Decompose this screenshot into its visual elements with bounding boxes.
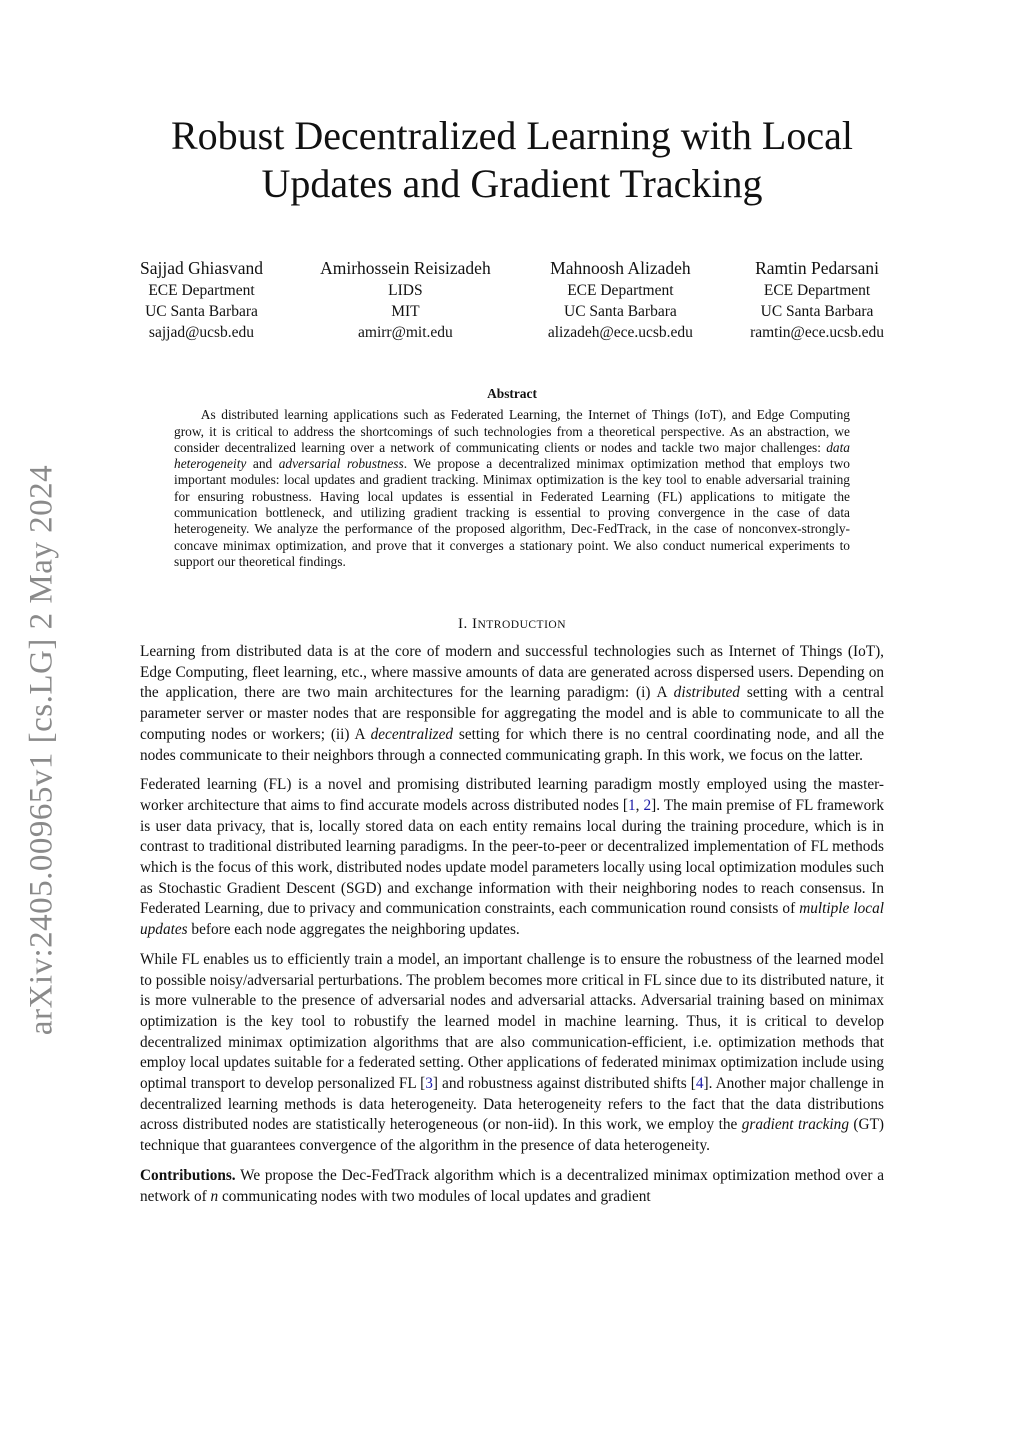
abstract	[174, 386, 850, 570]
abstract-emphasis: data heterogeneity	[174, 439, 850, 472]
abstract-text	[174, 407, 850, 570]
author-block	[750, 256, 884, 343]
author-affiliation: UC Santa Barbara	[145, 303, 258, 320]
text-run: (GT) technique that guarantees convergence of the algorithm in the presence of data heterogeneity.	[140, 1116, 885, 1155]
text-run: ]. Another major challenge in decentralized learning methods is data heterogeneity. Data heterogeneity refers to the fact that the data distributions across distributed nodes are statistically heterogeneous (or non-iid). In this work, we employ the	[140, 1075, 884, 1134]
author-email: amirr@mit.edu	[358, 324, 453, 341]
text-run: before each node aggregates the neighboring updates.	[187, 921, 520, 939]
text-run: ] and robustness against distributed shifts [	[432, 1075, 696, 1093]
author-department: ECE Department	[763, 282, 871, 299]
emphasis: distributed	[673, 684, 740, 702]
author-name: Sajjad Ghiasvand	[140, 258, 263, 278]
section-title-initial: I	[471, 616, 478, 632]
text-run: We propose the Dec-FedTrack algorithm which is a decentralized minimax optimization method over a network of	[140, 1166, 884, 1205]
author-block	[548, 256, 693, 343]
citation-link[interactable]: 3	[425, 1075, 433, 1093]
paragraph-lead: Contributions.	[140, 1166, 236, 1184]
text-run: ,	[635, 796, 644, 814]
paper-title: Robust Decentralized Learning with Local Updates and Gradient Tracking	[171, 113, 853, 206]
author-list	[140, 256, 884, 343]
author-affiliation: UC Santa Barbara	[564, 303, 677, 320]
author-affiliation: MIT	[391, 303, 420, 320]
abstract-text-part: and	[246, 456, 279, 472]
citation-link[interactable]: 1	[627, 796, 636, 814]
section-title-rest: NTRODUCTION	[477, 619, 567, 631]
text-run: communicating nodes with two modules of local updates and gradient	[218, 1187, 651, 1205]
author-email: ramtin@ece.ucsb.edu	[750, 324, 884, 341]
author-block	[140, 256, 263, 343]
author-email: sajjad@ucsb.edu	[148, 324, 255, 341]
author-department: LIDS	[388, 282, 423, 299]
citation-link[interactable]: 4	[695, 1075, 704, 1093]
citation-link[interactable]: 2	[643, 796, 652, 814]
author-name: Ramtin Pedarsani	[755, 258, 879, 278]
abstract-text-part: . We propose a decentralized minimax optimization method that employs two important modules: local updates and gradient tracking. Minimax optimization is the key tool to enable adversarial training for ensuring robustness. Having local updates is essential in Federated Learning (FL) applications to mitigate the communication bottleneck, and utilizing gradient tracking is essential to proving convergence in the case of data heterogeneity. We analyze the performance of the proposed algorithm, Dec-FedTrack, in the case of nonconvex-strongly-concave minimax optimization, and prove that it converges a stationary point. We also conduct numerical experiments to support our theoretical findings.	[174, 456, 850, 569]
author-department: ECE Department	[567, 282, 674, 299]
section-number: I.	[457, 616, 472, 632]
author-affiliation: UC Santa Barbara	[760, 303, 874, 320]
author-department: ECE Department	[148, 282, 255, 299]
abstract-emphasis: adversarial robustness	[278, 456, 404, 472]
abstract-text-part: As distributed learning applications such as Federated Learning, the Internet of Things (IoT), and Edge Computing grow, it is critical to address the shortcomings of such technologies from a theoretical perspective. As an abstraction, we consider decentralized learning over a network of communicating clients or nodes and tackle two major challenges:	[174, 407, 850, 455]
author-name: Amirhossein Reisizadeh	[320, 258, 491, 278]
author-block	[320, 256, 491, 343]
emphasis: gradient tracking	[741, 1116, 849, 1134]
paragraph	[140, 775, 884, 941]
author-email: alizadeh@ece.ucsb.edu	[547, 324, 693, 341]
text-run: ]. The main premise of FL framework is user data privacy, that is, locally stored data on each entity remains local during the training procedure, which is in contrast to traditional distributed learning paradigms. In the peer-to-peer or decentralized implementation of FL methods which is the focus of this work, distributed nodes update model parameters locally using local optimization modules such as Stochastic Gradient Descent (SGD) and exchange information with their neighboring nodes to reach consensus. In Federated Learning, due to privacy and communication constraints, each communication round consists of	[140, 796, 884, 918]
paragraph	[140, 642, 884, 766]
emphasis: decentralized	[370, 725, 454, 743]
section-heading	[140, 616, 884, 633]
author-name: Mahnoosh Alizadeh	[550, 258, 691, 278]
body-text	[140, 642, 884, 1216]
abstract-heading: Abstract	[487, 386, 537, 401]
arxiv-identifier	[12, 450, 72, 1050]
text-run: setting with a central parameter server or master nodes that are responsible for aggregating the model and is able to communicate to all the computing nodes or workers; (ii) A	[140, 684, 884, 743]
text-run: Federated learning (FL) is a novel and promising distributed learning paradigm mostly employed using the master-worker architecture that aims to find accurate models across distributed nodes [	[140, 776, 884, 814]
emphasis: multiple local updates	[140, 900, 884, 939]
text-run: setting for which there is no central coordinating node, and all the nodes communicate to their neighbors through a connected communicating graph. In this work, we focus on the latter.	[140, 725, 884, 764]
text-run: While FL enables us to efficiently train a model, an important challenge is to ensure the robustness of the learned model to possible noisy/adversarial perturbations. The problem becomes more critical in FL since due to its distributed nature, it is more vulnerable to the presence of adversarial nodes and adversarial attacks. Adversarial training based on minimax optimization is the key tool to robustify the learned model in machine learning. Thus, it is critical to develop decentralized minimax optimization algorithms that are also communication-efficient, i.e. optimization methods that employ local updates suitable for a federated setting. Other applications of federated minimax optimization include using optimal transport to develop personalized FL [	[140, 950, 884, 1093]
paragraph	[140, 1166, 884, 1207]
text-run: Learning from distributed data is at the core of modern and successful technologies such as Internet of Things (IoT), Edge Computing, fleet learning, etc., where massive amounts of data are generated across dispersed users. Depending on the application, there are two main architectures for the learning paradigm: (i) A	[140, 643, 884, 702]
math-variable: n	[210, 1187, 219, 1205]
paragraph	[140, 950, 884, 1157]
arxiv-identifier-text: arXiv:2405.00965v1 [cs.LG] 2 May 2024	[23, 464, 60, 1036]
